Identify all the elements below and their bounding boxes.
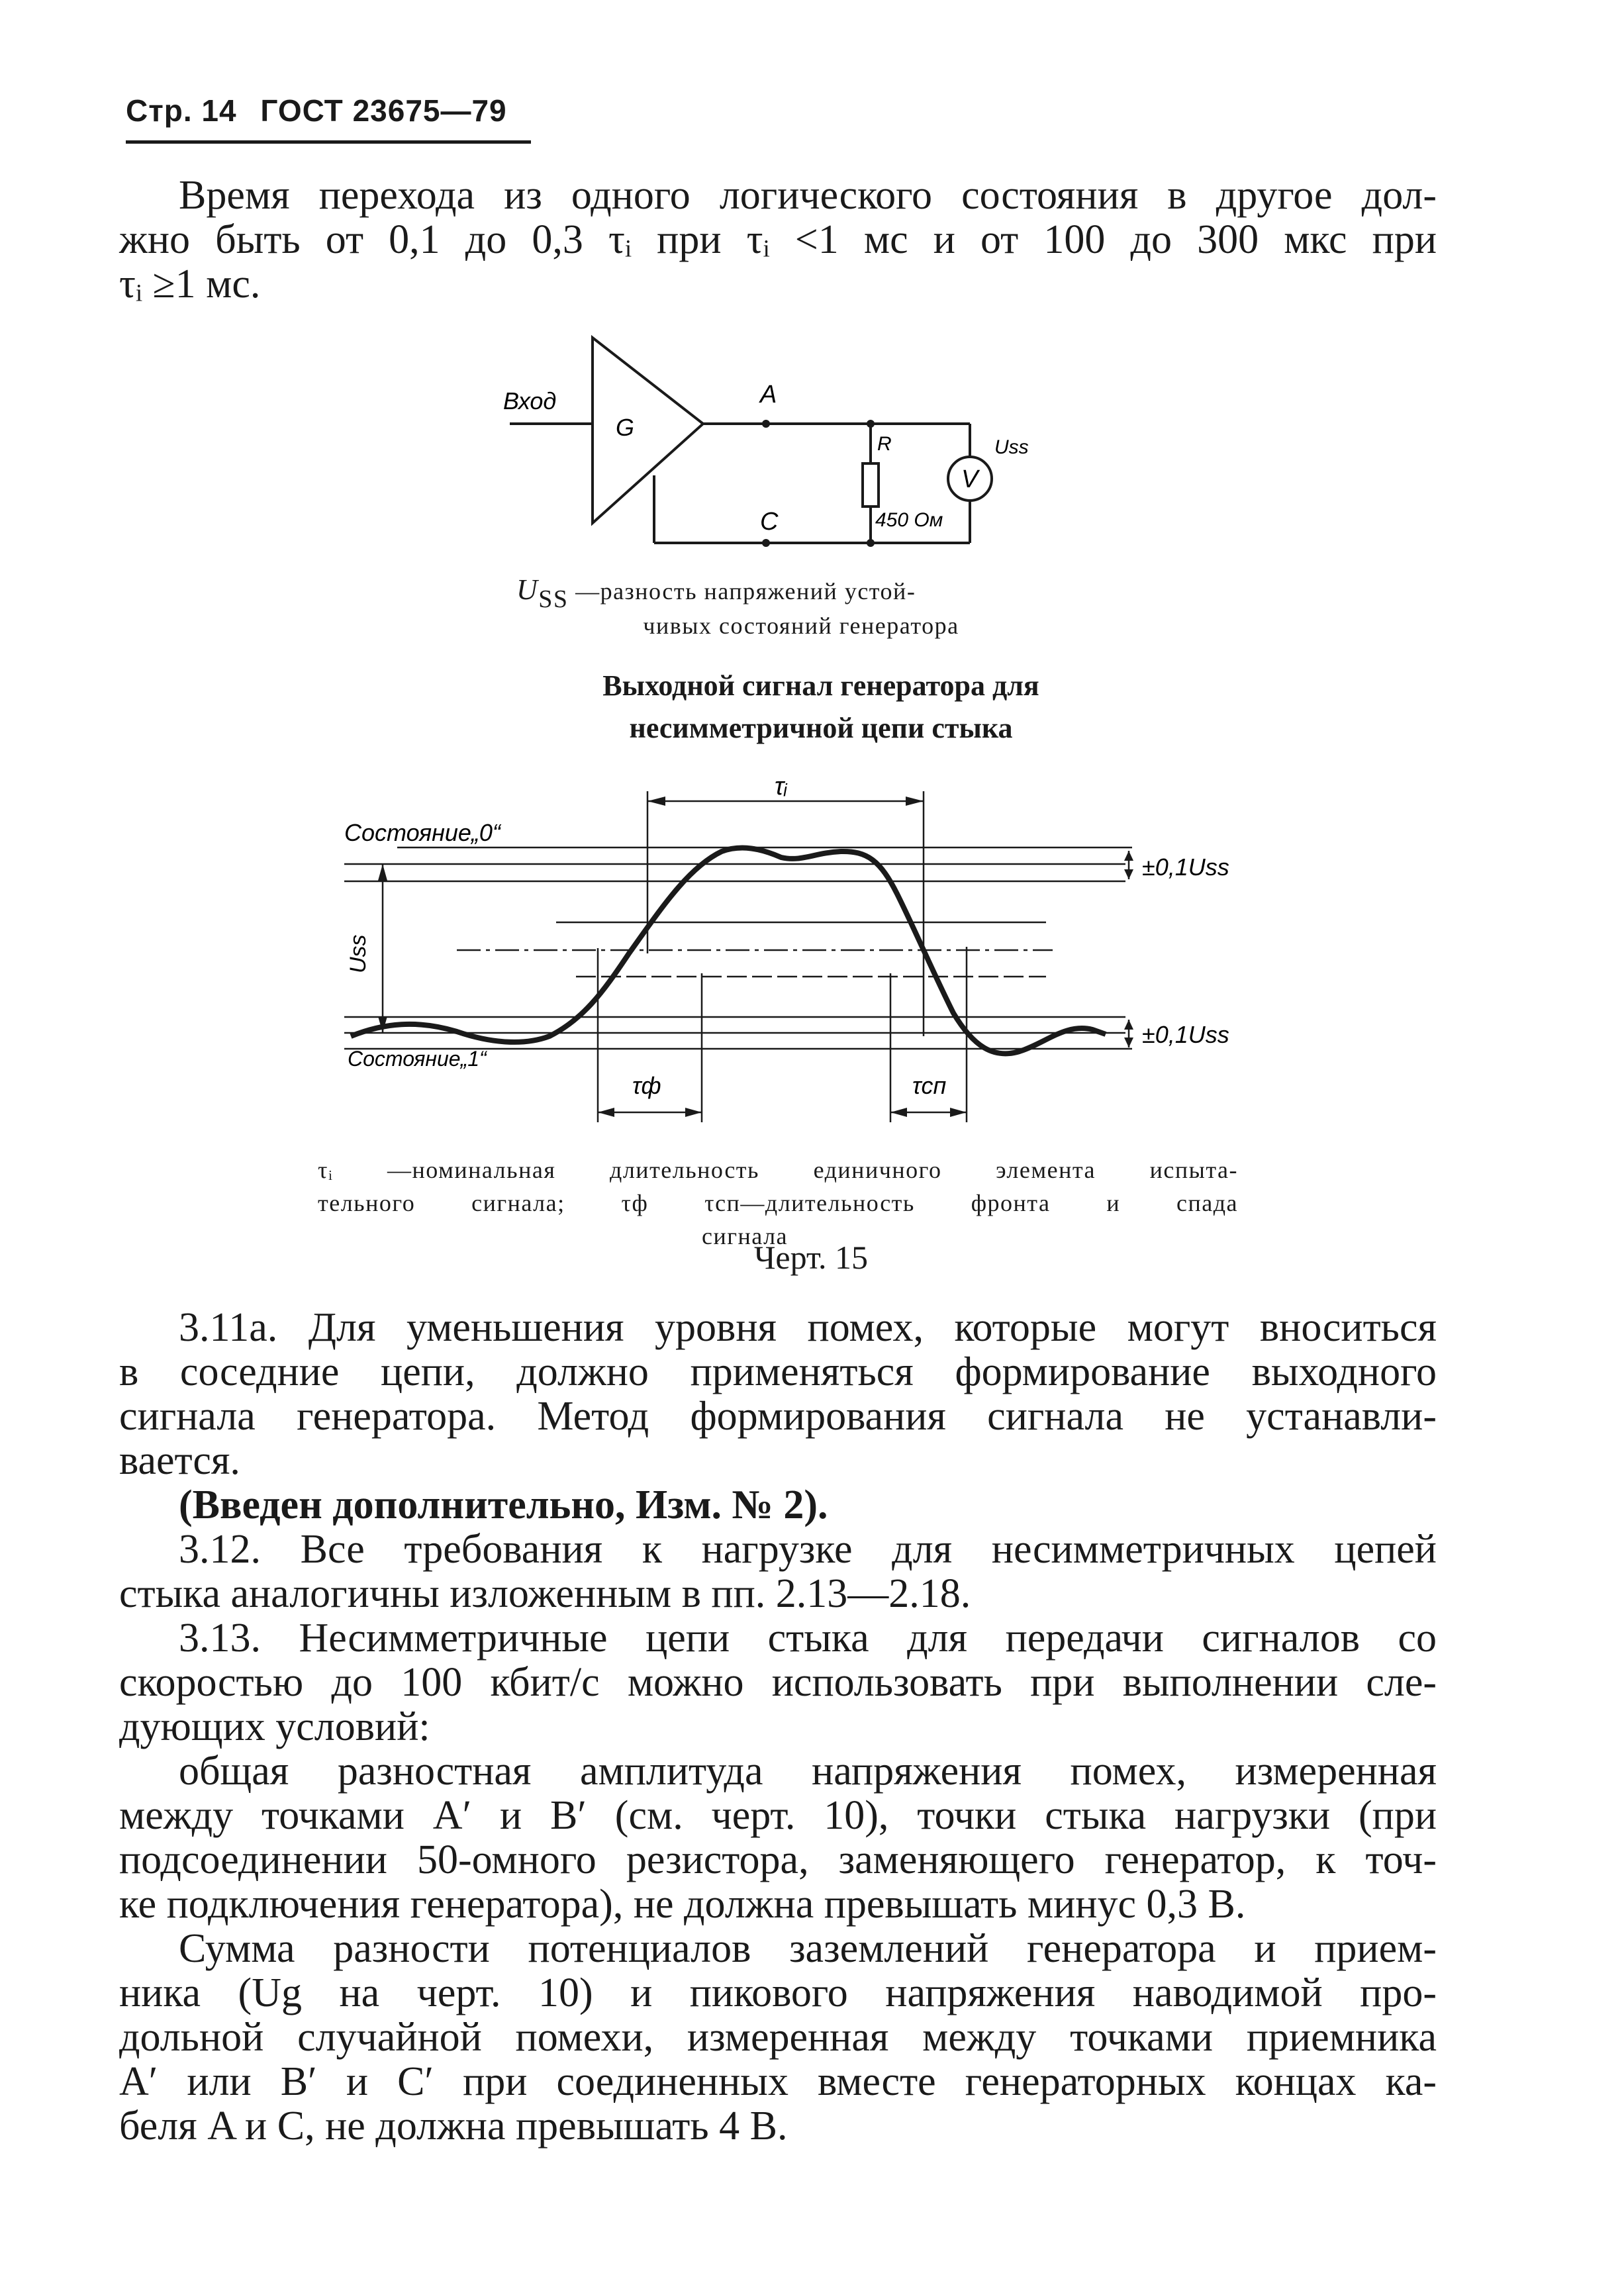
tolerance-top: ±0,1Uss <box>1142 853 1229 881</box>
caption-line-2: чивых состояний генератора <box>643 612 959 639</box>
amendment-note: (Введен дополнительно, Изм. № 2). <box>179 1482 828 1527</box>
cond2-line-3: дольной случайной помехи, измеренная между точками приемника <box>119 2015 1437 2060</box>
waveform-diagram <box>331 775 1324 1145</box>
intro-line-2: жно быть от 0,1 до 0,3 τᵢ при τᵢ <1 мс и от 100 до 300 мкс при <box>119 217 1437 262</box>
node-c-label: C <box>760 508 779 536</box>
resistor-symbol <box>863 463 879 507</box>
state0-label: Состояние„0“ <box>344 819 501 846</box>
caption-symbol: U <box>516 573 539 606</box>
figure-title <box>424 665 1218 750</box>
tolerance-bottom: ±0,1Uss <box>1142 1021 1229 1048</box>
cond1-line-2: между точками A′ и B′ (см. черт. 10), точки стыка нагрузки (при <box>119 1793 1437 1838</box>
p311a-line-3: сигнала генератора. Метод формирования сигнала не устанавли- <box>119 1394 1437 1439</box>
cond1-line-1: общая разностная амплитуда напряжения помех, измеренная <box>179 1749 1437 1794</box>
page-number: Стр. 14 <box>126 93 237 128</box>
node-c-dot <box>762 539 770 547</box>
cond1-line-4: ке подключения генератора), не должна превышать минус 0,3 В. <box>119 1882 1246 1927</box>
notes-line-1: τᵢ —номинальная длительность единичного элемента испыта- <box>318 1157 1238 1183</box>
figure-title-line-1: Выходной сигнал генератора для <box>602 669 1039 702</box>
uss-label: Uss <box>346 934 371 973</box>
voltmeter-label: V <box>961 465 979 493</box>
input-label: Вход <box>503 387 557 414</box>
caption-symbol-sub: SS <box>538 585 569 613</box>
resistor-value: 450 Ом <box>875 509 943 531</box>
cond2-line-1: Сумма разности потенциалов заземлений генератора и прием- <box>179 1926 1437 1971</box>
intro-line-1: Время перехода из одного логического состояния в другое дол- <box>179 173 1437 218</box>
tau-sp-label: τсп <box>912 1072 947 1099</box>
section-3-11a <box>119 1306 1437 1527</box>
circuit-diagram <box>490 324 1086 576</box>
section-3-13 <box>119 1616 1437 1749</box>
cond2-line-2: ника (Ug на черт. 10) и пикового напряжения наводимой про- <box>119 1970 1437 2015</box>
page-header <box>126 93 507 128</box>
figure-number: Черт. 15 <box>753 1239 869 1276</box>
tau-i-label: τᵢ <box>775 775 787 800</box>
notes-line-3: сигнала <box>702 1223 788 1249</box>
p313-line-1: 3.13. Несимметричные цепи стыка для передачи сигналов со <box>179 1616 1437 1661</box>
section-3-13-condition-1 <box>119 1749 1437 1927</box>
header-rule <box>126 140 531 144</box>
notes-line-2: тельного сигнала; τф τсп—длительность фронта и спада <box>318 1190 1238 1216</box>
p311a-line-1: 3.11а. Для уменьшения уровня помех, которые могут вноситься <box>179 1305 1437 1350</box>
p311a-line-4: вается. <box>119 1438 240 1483</box>
node-a-label: A <box>760 381 777 409</box>
p312-line-1: 3.12. Все требования к нагрузке для несимметричных цепей <box>179 1527 1437 1572</box>
cond2-line-4: A′ или B′ и C′ при соединенных вместе генераторных концах ка- <box>119 2059 1437 2104</box>
section-3-13-condition-2 <box>119 1927 1437 2149</box>
p313-line-2: скоростью до 100 кбит/с можно использовать при выполнении сле- <box>119 1660 1437 1705</box>
standard-code: ГОСТ 23675—79 <box>260 93 507 128</box>
voltage-label: Uss <box>994 436 1029 458</box>
intro-line-3: τᵢ ≥1 мс. <box>119 262 261 307</box>
intro-paragraph <box>119 173 1437 307</box>
section-3-12 <box>119 1527 1437 1616</box>
tau-f-label: τф <box>632 1072 661 1099</box>
cond1-line-3: подсоединении 50-омного резистора, заменяющего генератор, к точ- <box>119 1837 1437 1882</box>
generator-label: G <box>616 414 635 441</box>
cond2-line-5: беля A и C, не должна превышать 4 В. <box>119 2104 788 2149</box>
p311a-line-2: в соседние цепи, должно применяться формирование выходного <box>119 1349 1437 1394</box>
generator-triangle <box>593 338 703 523</box>
p312-line-2: стыка аналогичны изложенным в пп. 2.13—2.18. <box>119 1571 971 1616</box>
resistor-label: R <box>877 433 892 455</box>
figure-title-line-2: несимметричной цепи стыка <box>629 712 1013 744</box>
node-a-dot <box>762 420 770 428</box>
caption-line-1: —разность напряжений устой- <box>575 578 916 605</box>
state1-label: Состояние„1“ <box>348 1047 487 1071</box>
p313-line-3: дующих условий: <box>119 1704 430 1749</box>
circuit-caption-2 <box>530 609 1073 642</box>
